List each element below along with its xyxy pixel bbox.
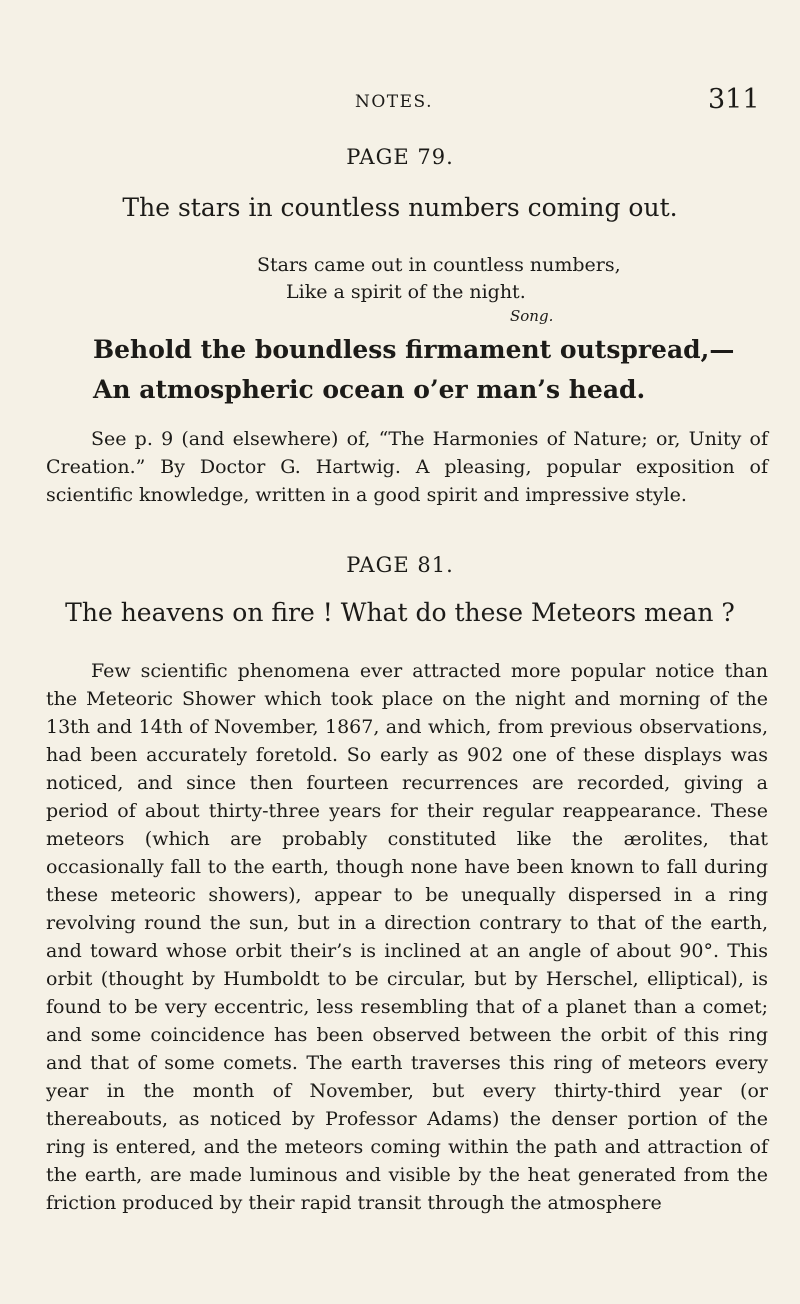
section-heading-page-79: PAGE 79. — [346, 145, 454, 169]
verse-line-1: Stars came out in countless numbers, — [257, 254, 621, 276]
section-quote-page-79: The stars in countless numbers coming out. — [122, 193, 678, 222]
section-quote-page-81: The heavens on fire ! What do these Meteors mean ? — [65, 598, 735, 627]
display-line-1: Behold the boundless firmament outspread,— — [93, 335, 735, 364]
section-heading-page-81: PAGE 81. — [346, 553, 454, 577]
paragraph-page-79: See p. 9 (and elsewhere) of, “The Harmonies of Nature; or, Unity of Creation.” By Doctor G. Hartwig. A pleasing, popular exposition of scientific knowledge, written in a good spirit and impressive style. — [46, 428, 768, 506]
running-title: NOTES. — [355, 92, 434, 112]
page-number: 311 — [708, 84, 760, 115]
verse-attribution: Song. — [510, 307, 554, 325]
running-head — [0, 80, 800, 120]
verse-line-2: Like a spirit of the night. — [286, 281, 526, 303]
display-line-2: An atmospheric ocean o’er man’s head. — [93, 375, 646, 404]
paragraph-page-81: Few scientific phenomena ever attracted more popular notice than the Meteoric Shower which took place on the night and morning of the 13th and 14th of November, 1867, and which, from previous observations, had been accurately foretold. So early as 902 one of these displays was noticed, and since then fourteen recurrences are recorded, giving a period of about thirty-three years for their regular reappearance. These meteors (which are probably constituted like the ærolites, that occasionally fall to the earth, though none have been known to fall during these meteoric showers), appear to be unequally dispersed in a ring revolving round the sun, but in a direction contrary to that of the earth, and toward whose orbit their’s is inclined at an angle of about 90°. This orbit (thought by Humboldt to be circular, but by Herschel, elliptical), is found to be very eccentric, less resembling that of a planet than a comet; and some coincidence has been observed between the orbit of this ring and that of some comets. The earth traverses this ring of meteors every year in the month of November, but every thirty-third year (or thereabouts, as noticed by Professor Adams) the denser portion of the ring is entered, and the meteors coming within the path and attraction of the earth, are made luminous and visible by the heat generated from the friction produced by their rapid transit through the atmosphere — [46, 660, 768, 1214]
